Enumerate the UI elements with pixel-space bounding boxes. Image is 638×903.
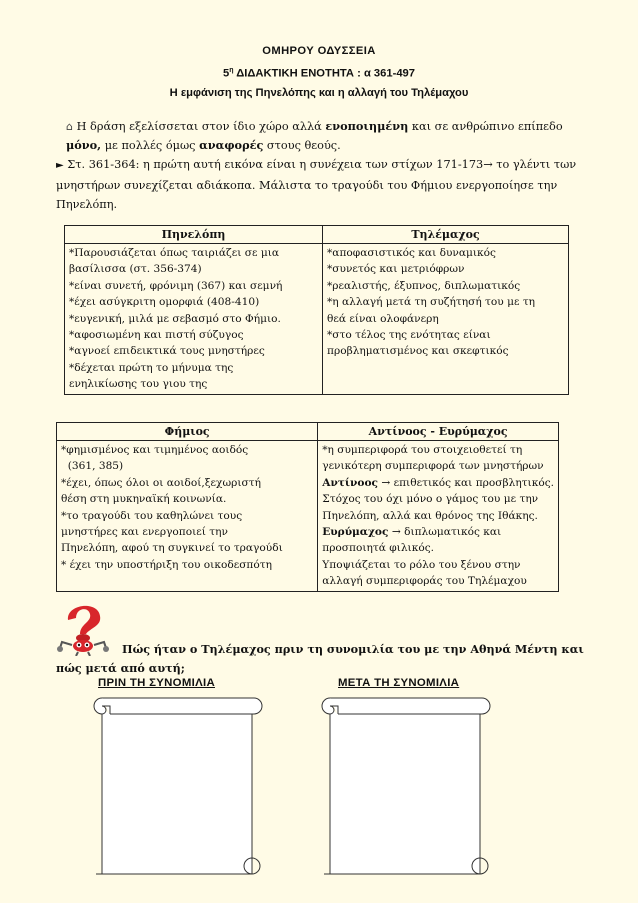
suitors-traits: *η συμπεριφορά του στοιχειοθετεί τη γενικότερη συμπεριφορά των μνηστήρων Αντίνοος → επιθετικός και προσβλητικός. Στόχος του όχι μόνο ο γάμος του με την Πηνελόπη, αλλά και θρόνος της Ιθάκης. Ευρύμαχος → διπλωματικός και προσποιητά φιλικός. Υποψιάζεται το ρόλο του ξένου στην αλλαγή συμπεριφοράς του Τηλέμαχου	[318, 441, 559, 592]
before-conversation-heading: ΠΡΙΝ ΤΗ ΣΥΝΟΜΙΛΙΑ	[98, 677, 215, 689]
after-conversation-heading: ΜΕΤΑ ΤΗ ΣΥΝΟΜΙΛΙΑ	[338, 677, 460, 689]
page-title: ΟΜΗΡΟΥ ΟΔΥΣΣΕΙΑ	[262, 45, 376, 57]
pointer-arrow-icon: ►	[56, 160, 64, 172]
unit-text: ΔΙΔΑΚΤΙΚΗ ΕΝΟΤΗΤΑ : α 361-497	[233, 67, 415, 80]
arrow-icon: →	[483, 158, 493, 172]
unit-suffix: η	[229, 67, 234, 74]
scroll-box-before	[82, 688, 268, 886]
penelope-telemachus-table	[64, 225, 569, 395]
phemius-suitors-table	[56, 422, 559, 592]
page-subtitle: Η εμφάνιση της Πηνελόπης και η αλλαγή του Τηλέμαχου	[169, 86, 469, 99]
header-antinous-eurymachus: Αντίνοος - Ευρύμαχος	[318, 423, 559, 441]
header-telemachus: Τηλέμαχος	[323, 226, 569, 244]
house-icon: ⌂	[66, 120, 73, 133]
penelope-traits: *Παρουσιάζεται όπως ταιριάζει σε μια βασίλισσα (στ. 356-374) *είναι συνετή, φρόνιμη (367) και σεμνή *έχει ασύγκριτη ομορφιά (408-410) *ευγενική, μιλά με σεβασμό στο Φήμιο. *αφοσιωμένη και πιστή σύζυγος *αγνοεί επιδεικτικά τους μνηστήρες *δέχεται πρώτη το μήνυμα της ενηλικίωσης του γιου της	[65, 244, 323, 395]
unit-number: 5	[223, 67, 230, 80]
intro-paragraph-2: ► Στ. 361-364: η πρώτη αυτή εικόνα είναι η συνέχεια των στίχων 171-173→ το γλέντι των μνηστήρων συνεχίζεται αδιάκοπα. Μάλιστα το τραγούδι του Φήμιου ενεργοποίησε την Πηνελόπη.	[56, 158, 577, 211]
telemachus-traits: *αποφασιστικός και δυναμικός *συνετός και μετριόφρων *ρεαλιστής, έξυπνος, διπλωματικός *η αλλαγή μετά τη συζήτησή του με τη θεά είναι ολοφάνερη *στο τέλος της ενότητας είναι προβληματισμένος και σκεφτικός	[323, 244, 569, 395]
intro-text	[56, 117, 588, 214]
scroll-box-after	[310, 688, 496, 886]
title-block	[0, 42, 638, 103]
question-text: Πώς ήταν ο Τηλέμαχος πριν τη συνομιλία του με την Αθηνά Μέντη και πώς μετά από αυτή;	[56, 642, 584, 675]
unit-heading	[0, 61, 638, 84]
header-phemius: Φήμιος	[57, 423, 318, 441]
phemius-traits: *φημισμένος και τιμημένος αοιδός (361, 385) *έχει, όπως όλοι οι αοιδοί,ξεχωριστή θέση στη μυκηναϊκή κοινωνία. *το τραγούδι του καθηλώνει τους μνηστήρες και ενεργοποιεί την Πηνελόπη, αφού τη συγκινεί το τραγούδι * έχει την υποστήριξη του οικοδεσπότη	[57, 441, 318, 592]
intro-paragraph-1: ⌂ Η δράση εξελίσσεται στον ίδιο χώρο αλλά ενοποιημένη και σε ανθρώπινο επίπεδο μόνο, με πολλές όμως αναφορές στους θεούς.	[66, 119, 563, 153]
header-penelope: Πηνελόπη	[65, 226, 323, 244]
